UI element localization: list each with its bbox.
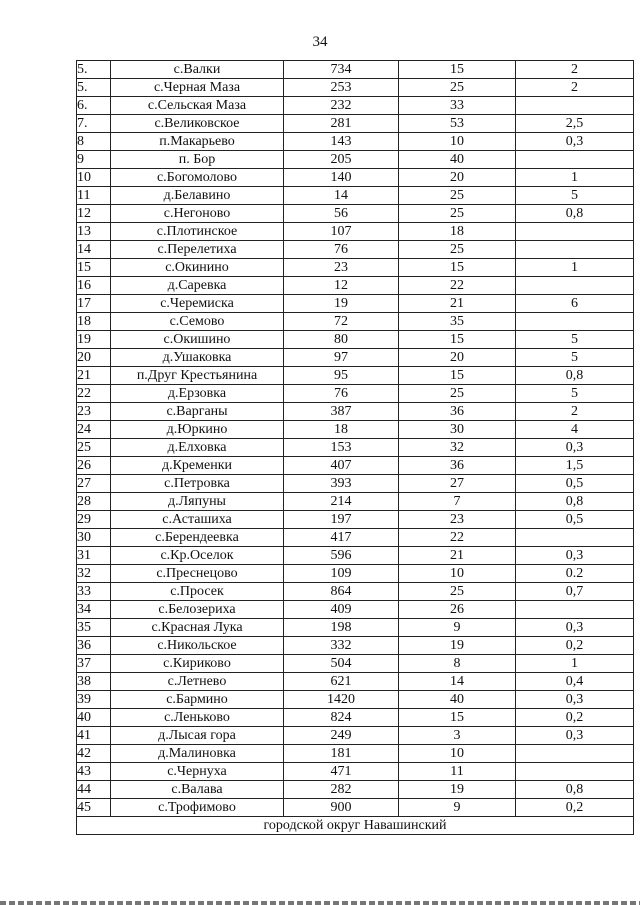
row-number-cell: 22 [77,385,111,403]
row-number-cell: 25 [77,439,111,457]
settlement-name-cell: с.Окишино [111,331,284,349]
table-row [77,349,634,367]
value-col3-cell: 0,8 [516,493,634,511]
table-row [77,691,634,709]
table-row [77,727,634,745]
value-col1-cell: 14 [284,187,399,205]
scan-edge-artifact [0,901,640,905]
settlement-name-cell: д.Елховка [111,439,284,457]
row-number-cell: 8 [77,133,111,151]
value-col2-cell: 15 [399,709,516,727]
value-col2-cell: 15 [399,259,516,277]
value-col3-cell: 1 [516,169,634,187]
settlement-name-cell: д.Ерзовка [111,385,284,403]
settlement-name-cell: с.Леньково [111,709,284,727]
value-col1-cell: 97 [284,349,399,367]
row-number-cell: 36 [77,637,111,655]
table-row [77,799,634,817]
value-col2-cell: 40 [399,151,516,169]
value-col3-cell: 0,5 [516,475,634,493]
value-col3-cell: 0,3 [516,691,634,709]
value-col1-cell: 143 [284,133,399,151]
settlement-name-cell: с.Петровка [111,475,284,493]
value-col3-cell: 5 [516,385,634,403]
value-col3-cell [516,151,634,169]
value-col3-cell: 1,5 [516,457,634,475]
value-col1-cell: 864 [284,583,399,601]
row-number-cell: 9 [77,151,111,169]
table-row [77,655,634,673]
value-col2-cell: 27 [399,475,516,493]
settlement-name-cell: с.Перелетиха [111,241,284,259]
settlement-name-cell: п.Друг Крестьянина [111,367,284,385]
value-col3-cell [516,763,634,781]
value-col3-cell: 5 [516,187,634,205]
value-col2-cell: 10 [399,133,516,151]
table-row [77,475,634,493]
value-col1-cell: 214 [284,493,399,511]
value-col1-cell: 249 [284,727,399,745]
table-row [77,169,634,187]
value-col1-cell: 107 [284,223,399,241]
row-number-cell: 32 [77,565,111,583]
settlement-name-cell: д.Малиновка [111,745,284,763]
row-number-cell: 24 [77,421,111,439]
value-col2-cell: 40 [399,691,516,709]
value-col3-cell: 2 [516,403,634,421]
table-row [77,97,634,115]
row-number-cell: 38 [77,673,111,691]
table-footer-row [77,817,634,835]
value-col1-cell: 18 [284,421,399,439]
value-col1-cell: 232 [284,97,399,115]
table-row [77,511,634,529]
row-number-cell: 41 [77,727,111,745]
table-row [77,187,634,205]
value-col2-cell: 10 [399,745,516,763]
value-col2-cell: 25 [399,583,516,601]
value-col2-cell: 23 [399,511,516,529]
value-col3-cell: 5 [516,349,634,367]
page-number: 34 [312,34,328,50]
row-number-cell: 26 [77,457,111,475]
value-col2-cell: 20 [399,169,516,187]
value-col3-cell: 1 [516,655,634,673]
table-row [77,547,634,565]
value-col3-cell: 0,5 [516,511,634,529]
settlement-name-cell: с.Трофимово [111,799,284,817]
row-number-cell: 43 [77,763,111,781]
table-row [77,115,634,133]
value-col2-cell: 9 [399,619,516,637]
settlement-name-cell: д.Юркино [111,421,284,439]
table-row [77,367,634,385]
value-col2-cell: 22 [399,529,516,547]
value-col3-cell: 0,8 [516,781,634,799]
settlement-name-cell: д.Лысая гора [111,727,284,745]
value-col2-cell: 19 [399,781,516,799]
settlement-name-cell: п. Бор [111,151,284,169]
settlement-name-cell: с.Великовское [111,115,284,133]
value-col1-cell: 417 [284,529,399,547]
value-col1-cell: 12 [284,277,399,295]
value-col3-cell [516,277,634,295]
settlement-name-cell: с.Кириково [111,655,284,673]
row-number-cell: 12 [77,205,111,223]
table-row [77,331,634,349]
value-col1-cell: 109 [284,565,399,583]
value-col3-cell [516,97,634,115]
value-col1-cell: 95 [284,367,399,385]
row-number-cell: 23 [77,403,111,421]
row-number-cell: 28 [77,493,111,511]
value-col1-cell: 282 [284,781,399,799]
value-col2-cell: 20 [399,349,516,367]
value-col2-cell: 25 [399,79,516,97]
row-number-cell: 31 [77,547,111,565]
settlement-name-cell: с.Красная Лука [111,619,284,637]
settlement-name-cell: с.Берендеевка [111,529,284,547]
value-col1-cell: 76 [284,241,399,259]
value-col2-cell: 21 [399,547,516,565]
value-col3-cell: 2 [516,61,634,79]
value-col2-cell: 15 [399,331,516,349]
value-col3-cell: 1 [516,259,634,277]
value-col2-cell: 22 [399,277,516,295]
row-number-cell: 37 [77,655,111,673]
table-row [77,313,634,331]
table-row [77,601,634,619]
value-col2-cell: 26 [399,601,516,619]
value-col3-cell [516,745,634,763]
value-col1-cell: 621 [284,673,399,691]
table-row [77,457,634,475]
value-col1-cell: 56 [284,205,399,223]
value-col1-cell: 387 [284,403,399,421]
table-row [77,295,634,313]
value-col2-cell: 32 [399,439,516,457]
table-row [77,61,634,79]
value-col1-cell: 23 [284,259,399,277]
value-col2-cell: 3 [399,727,516,745]
table-row [77,277,634,295]
row-number-cell: 29 [77,511,111,529]
row-number-cell: 21 [77,367,111,385]
settlement-name-cell: с.Семово [111,313,284,331]
settlement-name-cell: д.Ляпуны [111,493,284,511]
table-row [77,205,634,223]
value-col3-cell: 0,7 [516,583,634,601]
row-number-cell: 10 [77,169,111,187]
row-number-cell: 16 [77,277,111,295]
settlement-name-cell: п.Макарьево [111,133,284,151]
value-col2-cell: 7 [399,493,516,511]
row-number-cell: 40 [77,709,111,727]
value-col1-cell: 734 [284,61,399,79]
table-row [77,763,634,781]
row-number-cell: 39 [77,691,111,709]
value-col2-cell: 36 [399,457,516,475]
value-col3-cell: 2,5 [516,115,634,133]
value-col3-cell: 0,4 [516,673,634,691]
value-col1-cell: 72 [284,313,399,331]
value-col1-cell: 596 [284,547,399,565]
settlement-name-cell: с.Богомолово [111,169,284,187]
value-col2-cell: 19 [399,637,516,655]
value-col3-cell: 2 [516,79,634,97]
table-row [77,709,634,727]
value-col2-cell: 53 [399,115,516,133]
table-row [77,385,634,403]
row-number-cell: 33 [77,583,111,601]
row-number-cell: 15 [77,259,111,277]
value-col3-cell [516,601,634,619]
table-row [77,619,634,637]
value-col1-cell: 76 [284,385,399,403]
table-row [77,493,634,511]
row-number-cell: 11 [77,187,111,205]
value-col2-cell: 9 [399,799,516,817]
table-row [77,421,634,439]
table-row [77,241,634,259]
row-number-cell: 42 [77,745,111,763]
settlement-name-cell: с.Сельская Маза [111,97,284,115]
value-col1-cell: 205 [284,151,399,169]
settlement-name-cell: с.Варганы [111,403,284,421]
value-col1-cell: 281 [284,115,399,133]
table-row [77,637,634,655]
district-heading: городской округ Навашинский [77,817,634,835]
value-col2-cell: 25 [399,241,516,259]
value-col3-cell: 0,3 [516,133,634,151]
value-col3-cell [516,223,634,241]
table-row [77,745,634,763]
table-row [77,133,634,151]
settlement-name-cell: с.Черная Маза [111,79,284,97]
value-col3-cell: 6 [516,295,634,313]
value-col3-cell [516,313,634,331]
value-col2-cell: 15 [399,61,516,79]
value-col1-cell: 140 [284,169,399,187]
settlement-name-cell: с.Чернуха [111,763,284,781]
settlement-name-cell: с.Преснецово [111,565,284,583]
value-col1-cell: 153 [284,439,399,457]
settlement-name-cell: с.Бармино [111,691,284,709]
value-col1-cell: 504 [284,655,399,673]
row-number-cell: 18 [77,313,111,331]
row-number-cell: 5. [77,79,111,97]
value-col3-cell: 0,3 [516,439,634,457]
settlement-name-cell: с.Валава [111,781,284,799]
settlement-name-cell: д.Ушаковка [111,349,284,367]
table-row [77,259,634,277]
row-number-cell: 6. [77,97,111,115]
value-col1-cell: 1420 [284,691,399,709]
value-col2-cell: 33 [399,97,516,115]
row-number-cell: 34 [77,601,111,619]
value-col3-cell: 0,2 [516,709,634,727]
value-col2-cell: 8 [399,655,516,673]
table-row [77,583,634,601]
row-number-cell: 19 [77,331,111,349]
value-col1-cell: 471 [284,763,399,781]
value-col2-cell: 35 [399,313,516,331]
table-row [77,439,634,457]
table-row [77,403,634,421]
value-col3-cell [516,241,634,259]
row-number-cell: 27 [77,475,111,493]
value-col3-cell: 0,3 [516,547,634,565]
row-number-cell: 13 [77,223,111,241]
value-col1-cell: 824 [284,709,399,727]
table-row [77,529,634,547]
settlement-name-cell: с.Валки [111,61,284,79]
settlement-name-cell: д.Кременки [111,457,284,475]
value-col2-cell: 36 [399,403,516,421]
value-col2-cell: 25 [399,385,516,403]
row-number-cell: 20 [77,349,111,367]
settlement-name-cell: с.Просек [111,583,284,601]
value-col3-cell: 0,2 [516,799,634,817]
settlement-name-cell: с.Негоново [111,205,284,223]
value-col3-cell [516,529,634,547]
settlement-name-cell: с.Летнево [111,673,284,691]
table-row [77,565,634,583]
value-col3-cell: 0,3 [516,727,634,745]
settlement-name-cell: д.Белавино [111,187,284,205]
value-col3-cell: 0,8 [516,367,634,385]
value-col1-cell: 407 [284,457,399,475]
settlement-name-cell: с.Белозериха [111,601,284,619]
value-col2-cell: 11 [399,763,516,781]
settlement-name-cell: д.Саревка [111,277,284,295]
row-number-cell: 14 [77,241,111,259]
value-col1-cell: 197 [284,511,399,529]
value-col1-cell: 332 [284,637,399,655]
row-number-cell: 30 [77,529,111,547]
value-col2-cell: 15 [399,367,516,385]
value-col1-cell: 19 [284,295,399,313]
settlement-name-cell: с.Никольское [111,637,284,655]
value-col1-cell: 253 [284,79,399,97]
value-col2-cell: 18 [399,223,516,241]
row-number-cell: 45 [77,799,111,817]
value-col1-cell: 393 [284,475,399,493]
value-col1-cell: 409 [284,601,399,619]
table-row [77,781,634,799]
value-col2-cell: 10 [399,565,516,583]
value-col1-cell: 900 [284,799,399,817]
value-col2-cell: 25 [399,205,516,223]
value-col1-cell: 198 [284,619,399,637]
row-number-cell: 5. [77,61,111,79]
row-number-cell: 7. [77,115,111,133]
settlement-name-cell: с.Асташиха [111,511,284,529]
value-col3-cell: 0.2 [516,565,634,583]
value-col3-cell: 0,3 [516,619,634,637]
settlement-name-cell: с.Плотинское [111,223,284,241]
settlement-name-cell: с.Черемиска [111,295,284,313]
value-col1-cell: 80 [284,331,399,349]
value-col2-cell: 21 [399,295,516,313]
table-body [77,61,634,817]
value-col3-cell: 4 [516,421,634,439]
value-col2-cell: 14 [399,673,516,691]
value-col3-cell: 5 [516,331,634,349]
value-col1-cell: 181 [284,745,399,763]
settlements-table [76,60,634,835]
row-number-cell: 17 [77,295,111,313]
table-row [77,673,634,691]
row-number-cell: 44 [77,781,111,799]
value-col2-cell: 25 [399,187,516,205]
table-row [77,151,634,169]
settlement-name-cell: с.Окинино [111,259,284,277]
value-col2-cell: 30 [399,421,516,439]
table-row [77,79,634,97]
row-number-cell: 35 [77,619,111,637]
value-col3-cell: 0,8 [516,205,634,223]
value-col3-cell: 0,2 [516,637,634,655]
settlement-name-cell: с.Кр.Оселок [111,547,284,565]
table-row [77,223,634,241]
